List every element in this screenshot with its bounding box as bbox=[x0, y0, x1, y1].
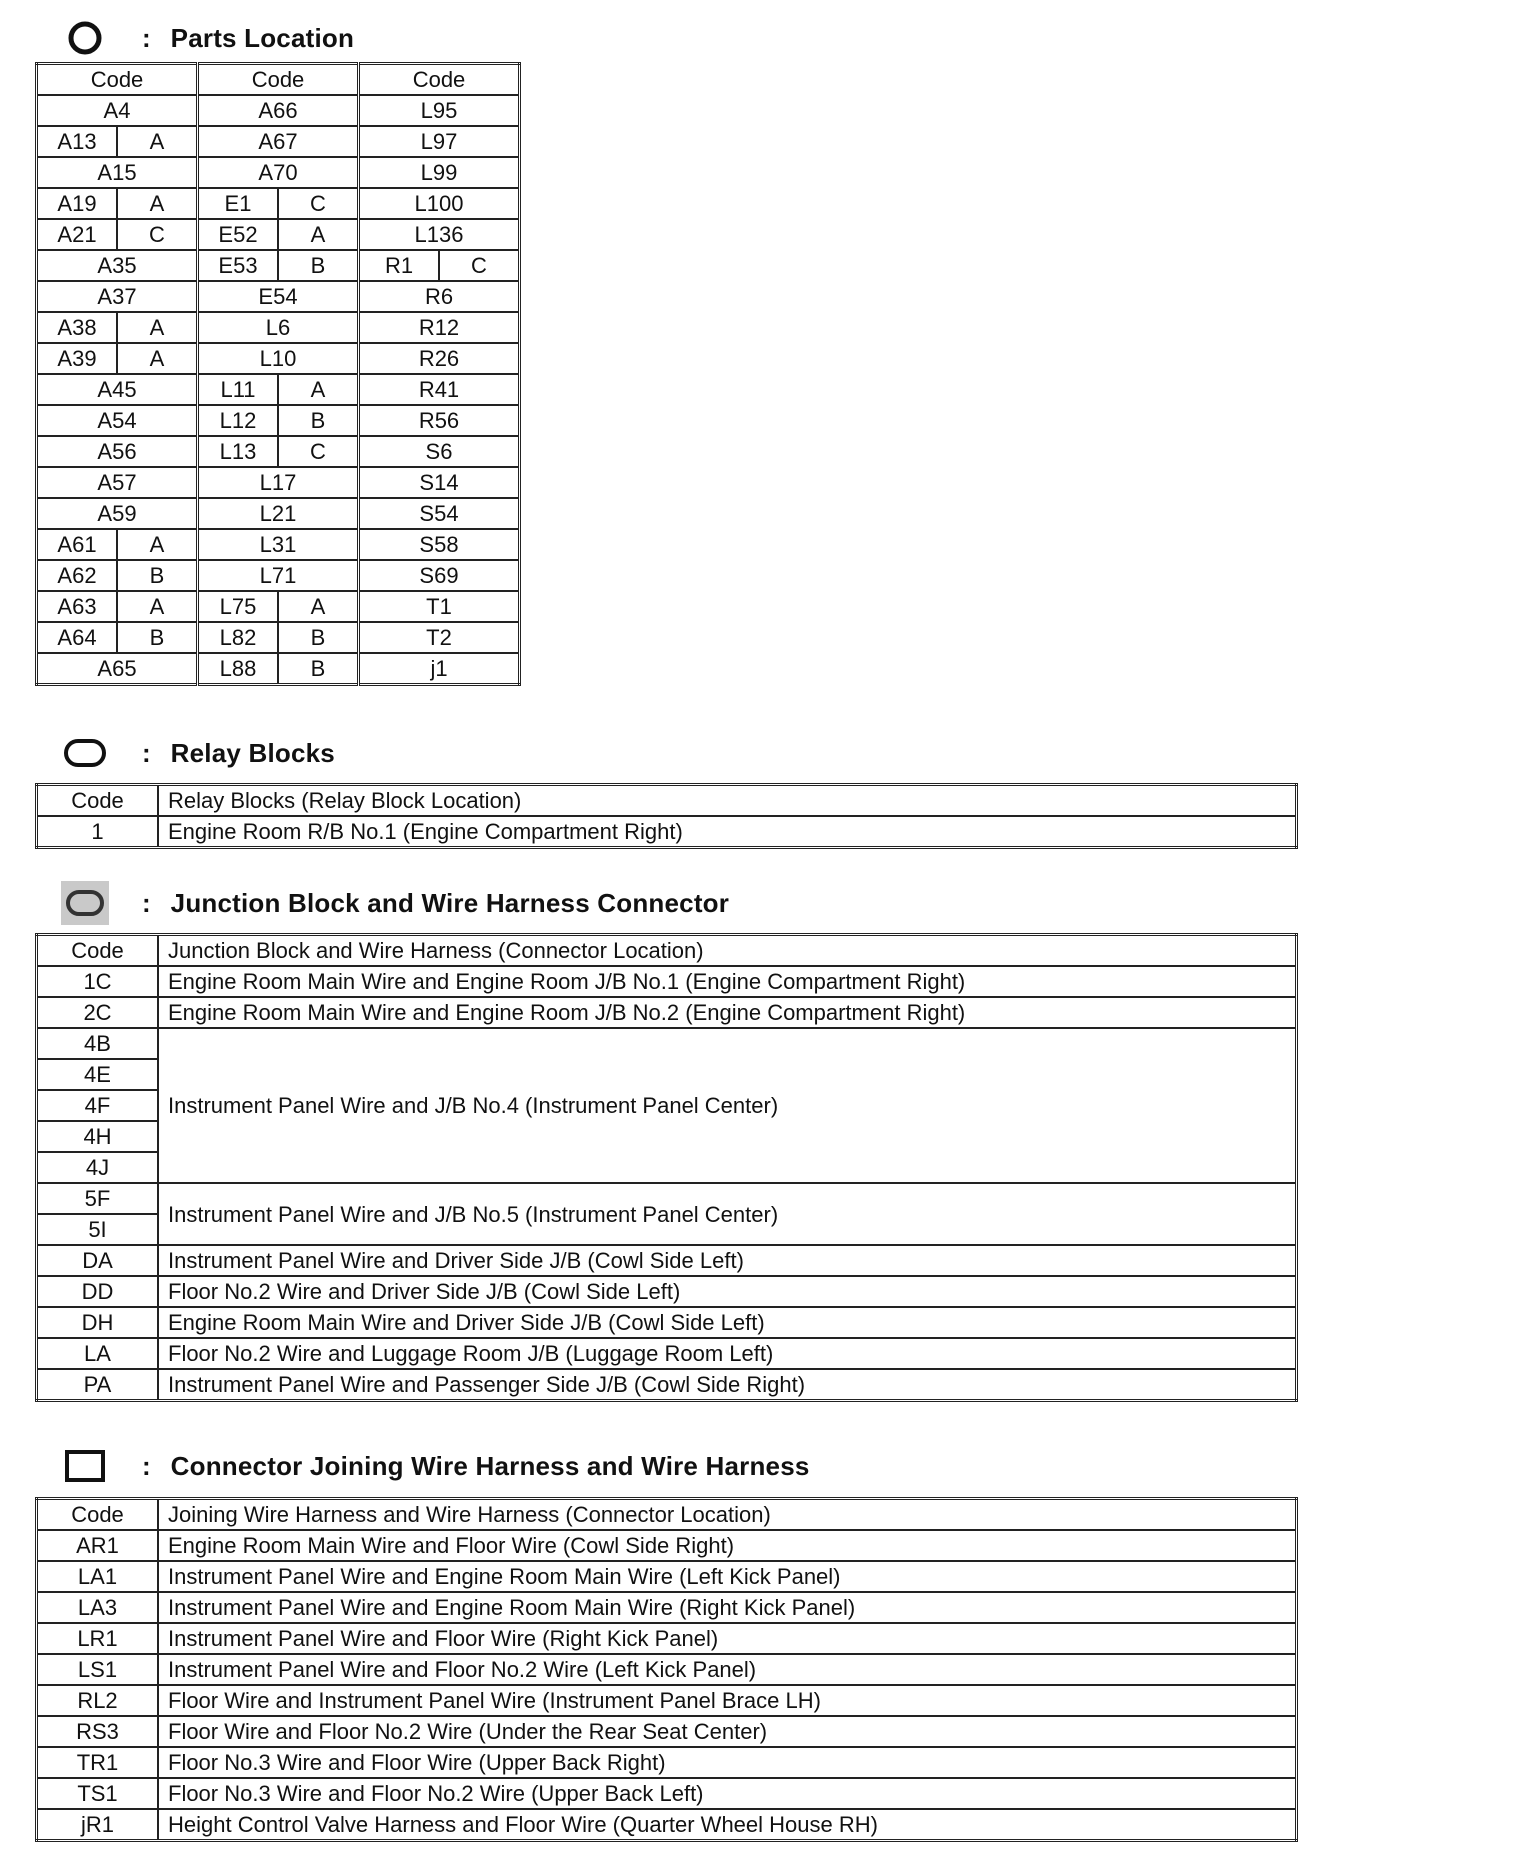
description-cell: Floor No.3 Wire and Floor Wire (Upper Back Right) bbox=[158, 1747, 1297, 1778]
part-code-cell: L88 bbox=[198, 653, 279, 685]
table-row bbox=[37, 219, 520, 250]
description-cell: Engine Room Main Wire and Engine Room J/B No.1 (Engine Compartment Right) bbox=[158, 966, 1297, 997]
part-code-cell: L95 bbox=[359, 95, 520, 126]
description-cell: Floor Wire and Floor No.2 Wire (Under the Rear Seat Center) bbox=[158, 1716, 1297, 1747]
part-code-cell: E52 bbox=[198, 219, 279, 250]
column-header: Code bbox=[359, 64, 520, 96]
code-cell: LS1 bbox=[37, 1654, 159, 1685]
part-code-cell: A62 bbox=[37, 560, 118, 591]
description-header: Joining Wire Harness and Wire Harness (Connector Location) bbox=[158, 1499, 1297, 1531]
description-cell: Instrument Panel Wire and Driver Side J/B (Cowl Side Left) bbox=[158, 1245, 1297, 1276]
table-row bbox=[37, 560, 520, 591]
code-cell: PA bbox=[37, 1369, 159, 1401]
parts-location-table bbox=[35, 62, 521, 686]
code-header: Code bbox=[37, 935, 159, 967]
square-symbol-icon bbox=[60, 1446, 110, 1486]
connector-joining-heading bbox=[60, 1444, 810, 1488]
part-code-cell: A39 bbox=[37, 343, 118, 374]
connector-letter-cell: A bbox=[278, 374, 359, 405]
part-code-cell: A21 bbox=[37, 219, 118, 250]
part-code-cell: L13 bbox=[198, 436, 279, 467]
table-row bbox=[37, 966, 1297, 997]
table-header-row bbox=[37, 1499, 1297, 1531]
part-code-cell: L75 bbox=[198, 591, 279, 622]
part-code-cell: A37 bbox=[37, 281, 198, 312]
table-row bbox=[37, 1685, 1297, 1716]
part-code-cell: S69 bbox=[359, 560, 520, 591]
part-code-cell: A38 bbox=[37, 312, 118, 343]
part-code-cell: A59 bbox=[37, 498, 198, 529]
code-cell: 4E bbox=[37, 1059, 159, 1090]
code-header: Code bbox=[37, 785, 159, 817]
description-cell: Instrument Panel Wire and Engine Room Main Wire (Right Kick Panel) bbox=[158, 1592, 1297, 1623]
heading-colon: : bbox=[142, 1450, 151, 1481]
table-row bbox=[37, 591, 520, 622]
connector-letter-cell: A bbox=[117, 188, 198, 219]
part-code-cell: L6 bbox=[198, 312, 359, 343]
part-code-cell: L71 bbox=[198, 560, 359, 591]
description-cell: Instrument Panel Wire and Floor Wire (Right Kick Panel) bbox=[158, 1623, 1297, 1654]
part-code-cell: A13 bbox=[37, 126, 118, 157]
description-cell: Floor No.2 Wire and Luggage Room J/B (Luggage Room Left) bbox=[158, 1338, 1297, 1369]
part-code-cell: A67 bbox=[198, 126, 359, 157]
code-cell: TR1 bbox=[37, 1747, 159, 1778]
code-cell: TS1 bbox=[37, 1778, 159, 1809]
code-cell: AR1 bbox=[37, 1530, 159, 1561]
part-code-cell: R1 bbox=[359, 250, 440, 281]
part-code-cell: A19 bbox=[37, 188, 118, 219]
part-code-cell: S58 bbox=[359, 529, 520, 560]
part-code-cell: E54 bbox=[198, 281, 359, 312]
part-code-cell: A57 bbox=[37, 467, 198, 498]
connector-letter-cell: B bbox=[278, 250, 359, 281]
part-code-cell: R41 bbox=[359, 374, 520, 405]
part-code-cell: A70 bbox=[198, 157, 359, 188]
part-code-cell: L136 bbox=[359, 219, 520, 250]
description-cell: Floor Wire and Instrument Panel Wire (Instrument Panel Brace LH) bbox=[158, 1685, 1297, 1716]
column-header: Code bbox=[37, 64, 198, 96]
table-row bbox=[37, 1028, 1297, 1059]
relay-blocks-heading bbox=[60, 731, 335, 775]
table-row bbox=[37, 1530, 1297, 1561]
part-code-cell: A45 bbox=[37, 374, 198, 405]
connector-letter-cell: A bbox=[117, 529, 198, 560]
part-code-cell: T2 bbox=[359, 622, 520, 653]
parts-location-heading bbox=[60, 16, 354, 60]
part-code-cell: L10 bbox=[198, 343, 359, 374]
connector-letter-cell: B bbox=[278, 653, 359, 685]
shaded-rounded-rect-symbol-icon bbox=[60, 883, 110, 923]
part-code-cell: S14 bbox=[359, 467, 520, 498]
part-code-cell: L11 bbox=[198, 374, 279, 405]
section-title: Connector Joining Wire Harness and Wire Harness bbox=[170, 1450, 810, 1481]
description-cell: Engine Room R/B No.1 (Engine Compartment Right) bbox=[158, 816, 1297, 848]
table-header-row bbox=[37, 785, 1297, 817]
connector-letter-cell: B bbox=[278, 405, 359, 436]
connector-letter-cell: A bbox=[117, 312, 198, 343]
code-cell: 1C bbox=[37, 966, 159, 997]
description-cell: Engine Room Main Wire and Floor Wire (Cowl Side Right) bbox=[158, 1530, 1297, 1561]
part-code-cell: j1 bbox=[359, 653, 520, 685]
connector-letter-cell: A bbox=[117, 126, 198, 157]
code-cell: LA1 bbox=[37, 1561, 159, 1592]
table-row bbox=[37, 281, 520, 312]
section-title: Relay Blocks bbox=[170, 737, 335, 768]
description-cell: Height Control Valve Harness and Floor Wire (Quarter Wheel House RH) bbox=[158, 1809, 1297, 1841]
part-code-cell: R26 bbox=[359, 343, 520, 374]
table-header-row bbox=[37, 935, 1297, 967]
description-cell: Instrument Panel Wire and J/B No.4 (Instrument Panel Center) bbox=[158, 1028, 1297, 1183]
table-row bbox=[37, 1809, 1297, 1841]
table-row bbox=[37, 374, 520, 405]
code-cell: LA bbox=[37, 1338, 159, 1369]
description-cell: Floor No.2 Wire and Driver Side J/B (Cowl Side Left) bbox=[158, 1276, 1297, 1307]
rounded-rect-symbol-icon bbox=[60, 733, 110, 773]
part-code-cell: L12 bbox=[198, 405, 279, 436]
section-title: Junction Block and Wire Harness Connector bbox=[170, 887, 730, 918]
connector-joining-table bbox=[35, 1497, 1298, 1842]
code-cell: DH bbox=[37, 1307, 159, 1338]
table-row bbox=[37, 1747, 1297, 1778]
code-cell: DD bbox=[37, 1276, 159, 1307]
description-cell: Instrument Panel Wire and Engine Room Main Wire (Left Kick Panel) bbox=[158, 1561, 1297, 1592]
code-cell: 4H bbox=[37, 1121, 159, 1152]
table-row bbox=[37, 1245, 1297, 1276]
description-cell: Engine Room Main Wire and Engine Room J/B No.2 (Engine Compartment Right) bbox=[158, 997, 1297, 1028]
part-code-cell: E53 bbox=[198, 250, 279, 281]
column-header: Code bbox=[198, 64, 359, 96]
code-header: Code bbox=[37, 1499, 159, 1531]
code-cell: 4F bbox=[37, 1090, 159, 1121]
table-row bbox=[37, 1276, 1297, 1307]
description-cell: Instrument Panel Wire and Floor No.2 Wire (Left Kick Panel) bbox=[158, 1654, 1297, 1685]
table-row bbox=[37, 467, 520, 498]
connector-letter-cell: C bbox=[278, 188, 359, 219]
part-code-cell: A63 bbox=[37, 591, 118, 622]
code-cell: 4B bbox=[37, 1028, 159, 1059]
table-row bbox=[37, 622, 520, 653]
part-code-cell: S6 bbox=[359, 436, 520, 467]
table-row bbox=[37, 816, 1297, 848]
table-row bbox=[37, 1307, 1297, 1338]
table-row bbox=[37, 1592, 1297, 1623]
connector-letter-cell: C bbox=[117, 219, 198, 250]
table-row bbox=[37, 498, 520, 529]
connector-letter-cell: B bbox=[117, 560, 198, 591]
heading-colon: : bbox=[142, 737, 151, 768]
heading-colon: : bbox=[142, 22, 151, 53]
code-cell: DA bbox=[37, 1245, 159, 1276]
part-code-cell: L99 bbox=[359, 157, 520, 188]
part-code-cell: R12 bbox=[359, 312, 520, 343]
table-header-row bbox=[37, 64, 520, 96]
table-row bbox=[37, 1778, 1297, 1809]
part-code-cell: R56 bbox=[359, 405, 520, 436]
description-cell: Floor No.3 Wire and Floor No.2 Wire (Upper Back Left) bbox=[158, 1778, 1297, 1809]
description-cell: Instrument Panel Wire and Passenger Side J/B (Cowl Side Right) bbox=[158, 1369, 1297, 1401]
part-code-cell: R6 bbox=[359, 281, 520, 312]
part-code-cell: L82 bbox=[198, 622, 279, 653]
table-row bbox=[37, 653, 520, 685]
description-header: Junction Block and Wire Harness (Connector Location) bbox=[158, 935, 1297, 967]
table-row bbox=[37, 250, 520, 281]
table-row bbox=[37, 1623, 1297, 1654]
heading-colon: : bbox=[142, 887, 151, 918]
table-row bbox=[37, 188, 520, 219]
part-code-cell: L100 bbox=[359, 188, 520, 219]
table-row bbox=[37, 1338, 1297, 1369]
junction-block-table bbox=[35, 933, 1298, 1402]
part-code-cell: L97 bbox=[359, 126, 520, 157]
table-row bbox=[37, 1561, 1297, 1592]
part-code-cell: E1 bbox=[198, 188, 279, 219]
connector-letter-cell: A bbox=[278, 591, 359, 622]
description-cell: Engine Room Main Wire and Driver Side J/B (Cowl Side Left) bbox=[158, 1307, 1297, 1338]
connector-letter-cell: A bbox=[117, 343, 198, 374]
table-row bbox=[37, 312, 520, 343]
part-code-cell: A54 bbox=[37, 405, 198, 436]
connector-letter-cell: B bbox=[278, 622, 359, 653]
connector-letter-cell: A bbox=[117, 591, 198, 622]
table-row bbox=[37, 157, 520, 188]
table-row bbox=[37, 529, 520, 560]
table-row bbox=[37, 405, 520, 436]
code-cell: LA3 bbox=[37, 1592, 159, 1623]
code-cell: RS3 bbox=[37, 1716, 159, 1747]
table-row bbox=[37, 126, 520, 157]
table-row bbox=[37, 1183, 1297, 1214]
code-cell: 1 bbox=[37, 816, 159, 848]
part-code-cell: L21 bbox=[198, 498, 359, 529]
table-row bbox=[37, 1654, 1297, 1685]
code-cell: LR1 bbox=[37, 1623, 159, 1654]
part-code-cell: S54 bbox=[359, 498, 520, 529]
code-cell: RL2 bbox=[37, 1685, 159, 1716]
part-code-cell: L17 bbox=[198, 467, 359, 498]
part-code-cell: A61 bbox=[37, 529, 118, 560]
part-code-cell: A66 bbox=[198, 95, 359, 126]
connector-letter-cell: C bbox=[278, 436, 359, 467]
part-code-cell: A4 bbox=[37, 95, 198, 126]
table-row bbox=[37, 997, 1297, 1028]
table-row bbox=[37, 343, 520, 374]
description-cell: Instrument Panel Wire and J/B No.5 (Instrument Panel Center) bbox=[158, 1183, 1297, 1245]
section-title: Parts Location bbox=[170, 22, 355, 53]
table-row bbox=[37, 95, 520, 126]
code-cell: 4J bbox=[37, 1152, 159, 1183]
code-cell: 5F bbox=[37, 1183, 159, 1214]
part-code-cell: T1 bbox=[359, 591, 520, 622]
table-row bbox=[37, 1716, 1297, 1747]
relay-blocks-table bbox=[35, 783, 1298, 849]
description-header: Relay Blocks (Relay Block Location) bbox=[158, 785, 1297, 817]
table-row bbox=[37, 1369, 1297, 1401]
connector-letter-cell: C bbox=[439, 250, 520, 281]
part-code-cell: A56 bbox=[37, 436, 198, 467]
connector-letter-cell: B bbox=[117, 622, 198, 653]
table-row bbox=[37, 436, 520, 467]
circle-symbol-icon bbox=[60, 18, 110, 58]
part-code-cell: A15 bbox=[37, 157, 198, 188]
part-code-cell: A64 bbox=[37, 622, 118, 653]
part-code-cell: A65 bbox=[37, 653, 198, 685]
part-code-cell: L31 bbox=[198, 529, 359, 560]
code-cell: jR1 bbox=[37, 1809, 159, 1841]
connector-letter-cell: A bbox=[278, 219, 359, 250]
code-cell: 2C bbox=[37, 997, 159, 1028]
junction-block-heading bbox=[60, 881, 729, 925]
code-cell: 5I bbox=[37, 1214, 159, 1245]
part-code-cell: A35 bbox=[37, 250, 198, 281]
